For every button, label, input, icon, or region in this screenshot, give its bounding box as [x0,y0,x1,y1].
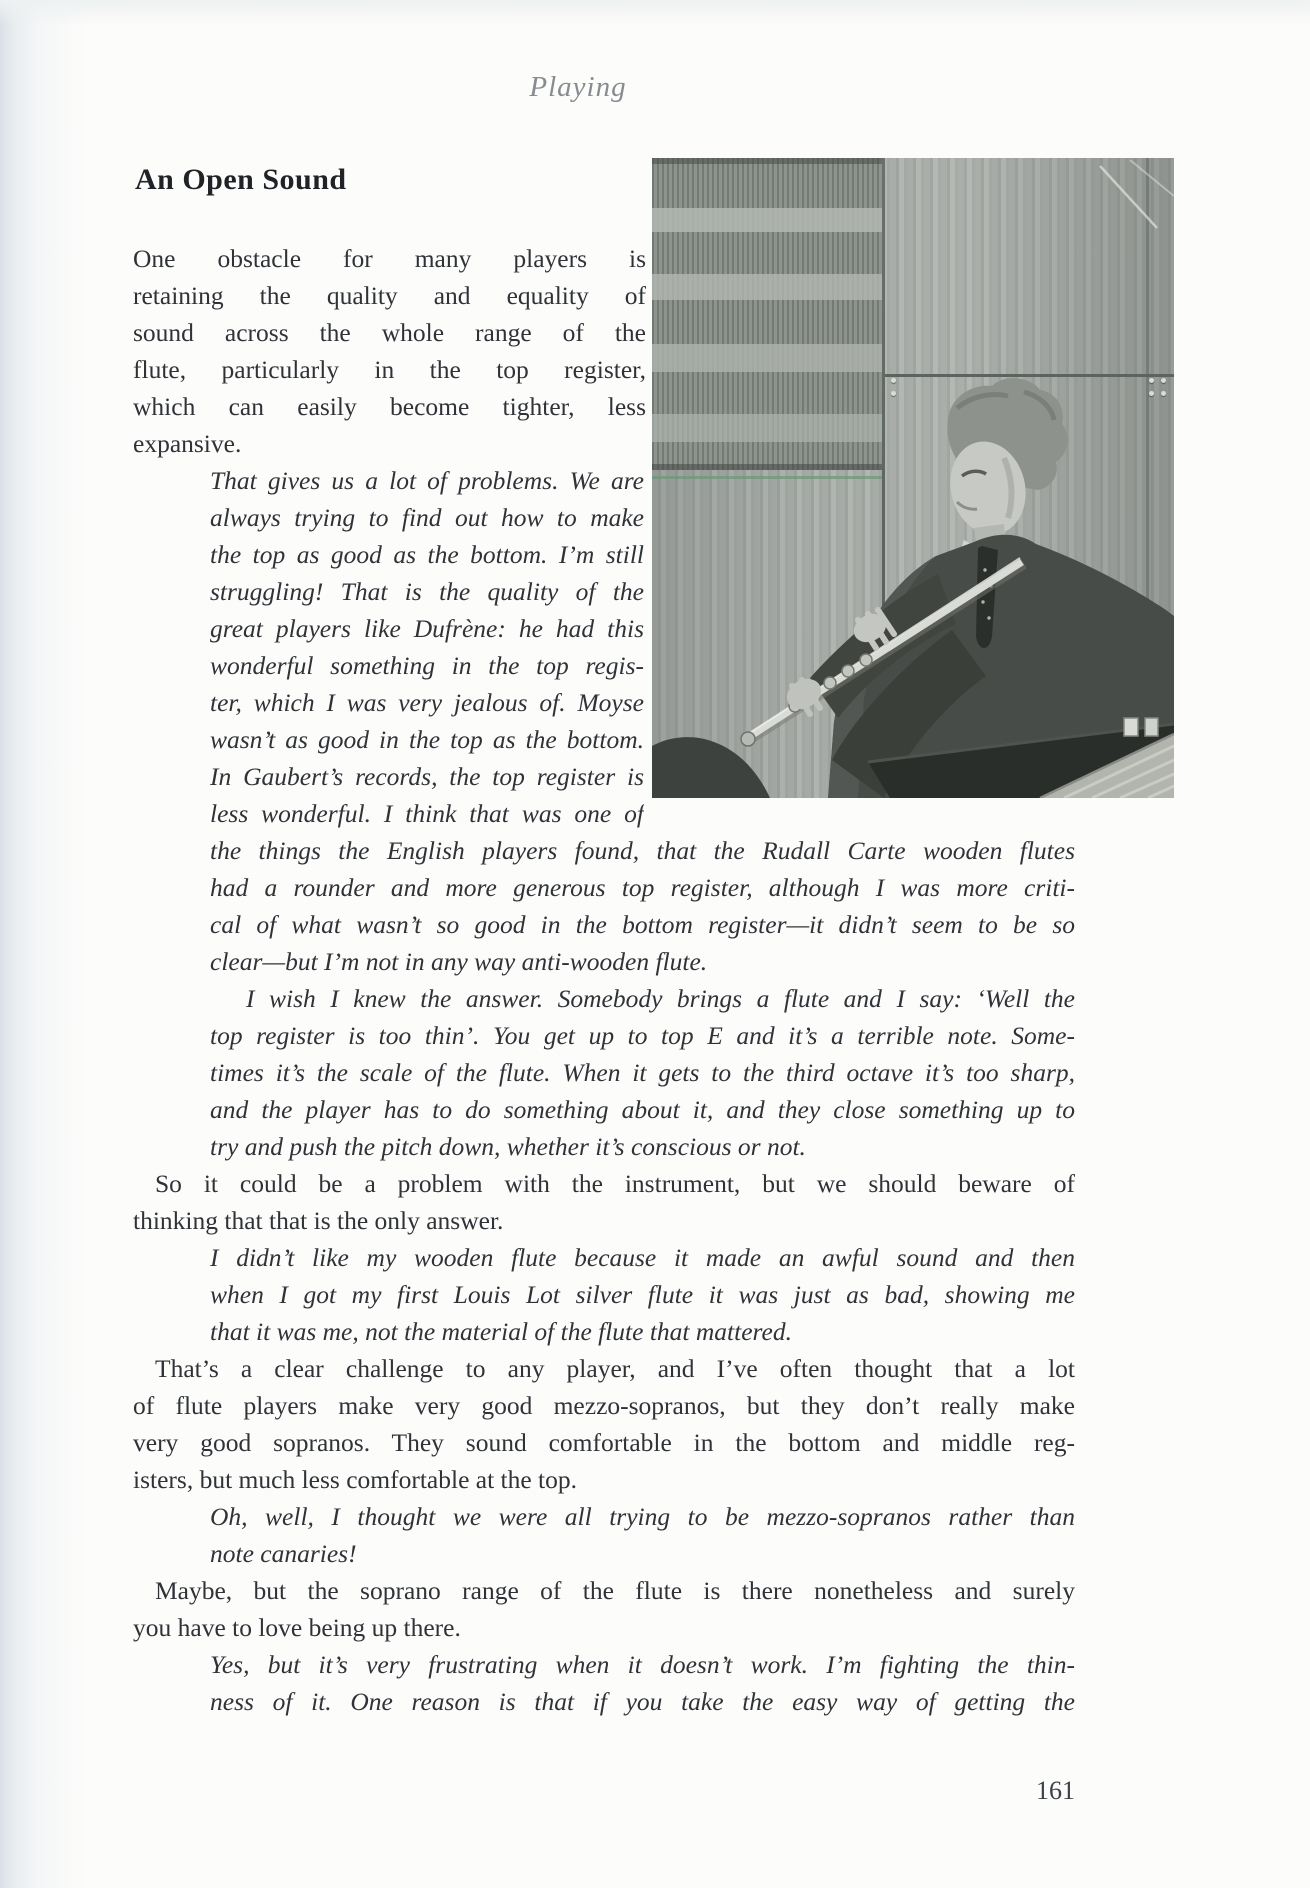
text-line: One obstacle for many players is [133,244,646,273]
text-line: cal of what wasn’t so good in the bottom register—it didn’t seem to be so [210,910,1075,939]
text-line: the things the English players found, that the Rudall Carte wooden flutes [210,836,1075,865]
text-line: expansive. [133,429,242,458]
text-line: isters, but much less comfortable at the top. [133,1465,578,1494]
text-line: the top as good as the bottom. I’m still [210,540,644,569]
text-line: very good sopranos. They sound comfortable in the bottom and middle reg- [133,1428,1075,1457]
text-line: retaining the quality and equality of [133,281,646,310]
text-line: that it was me, not the material of the flute that mattered. [210,1317,792,1346]
text-line: In Gaubert’s records, the top register is [210,762,644,791]
text-line: So it could be a problem with the instrument, but we should beware of [155,1169,1075,1198]
text-line: Maybe, but the soprano range of the flute is there nonetheless and surely [155,1576,1075,1605]
text-line: Yes, but it’s very frustrating when it doesn’t work. I’m fighting the thin- [210,1650,1075,1679]
text-line: always trying to find out how to make [210,503,644,532]
text-line: That’s a clear challenge to any player, and I’ve often thought that a lot [155,1354,1075,1383]
running-head: Playing [529,71,627,103]
text-line: flute, particularly in the top register, [133,355,646,384]
text-line: sound across the whole range of the [133,318,646,347]
text-line: ness of it. One reason is that if you take the easy way of getting the [210,1687,1075,1716]
text-line: I didn’t like my wooden flute because it made an awful sound and then [210,1243,1075,1272]
text-line: thinking that that is the only answer. [133,1206,504,1235]
text-line: Oh, well, I thought we were all trying to be mezzo-sopranos rather than [210,1502,1075,1531]
text-line: try and push the pitch down, whether it’s conscious or not. [210,1132,806,1161]
text-line: top register is too thin’. You get up to top E and it’s a terrible note. Some- [210,1021,1075,1050]
section-heading: An Open Sound [135,163,347,196]
text-line: ter, which I was very jealous of. Moyse [210,688,644,717]
text-line: of flute players make very good mezzo-sopranos, but they don’t really make [133,1391,1075,1420]
text-line: wasn’t as good in the top as the bottom. [210,725,644,754]
text-line: you have to love being up there. [133,1613,461,1642]
text-line: clear—but I’m not in any way anti-wooden flute. [210,947,708,976]
text-line: times it’s the scale of the flute. When it gets to the third octave it’s too sharp, [210,1058,1075,1087]
text-line: That gives us a lot of problems. We are [210,466,644,495]
text-line: had a rounder and more generous top register, although I was more criti- [210,873,1075,902]
text-line: when I got my first Louis Lot silver flute it was just as bad, showing me [210,1280,1075,1309]
text-line: and the player has to do something about it, and they close something up to [210,1095,1075,1124]
text-line: less wonderful. I think that was one of [210,799,644,828]
text-line: great players like Dufrène: he had this [210,614,644,643]
body-text [133,240,1075,1720]
text-line: I wish I knew the answer. Somebody brings a flute and I say: ‘Well the [246,984,1075,1013]
text-line: note canaries! [210,1539,357,1568]
text-line: which can easily become tighter, less [133,392,646,421]
text-line: struggling! That is the quality of the [210,577,644,606]
text-line: wonderful something in the top regis- [210,651,644,680]
page-number: 161 [1036,1776,1075,1805]
